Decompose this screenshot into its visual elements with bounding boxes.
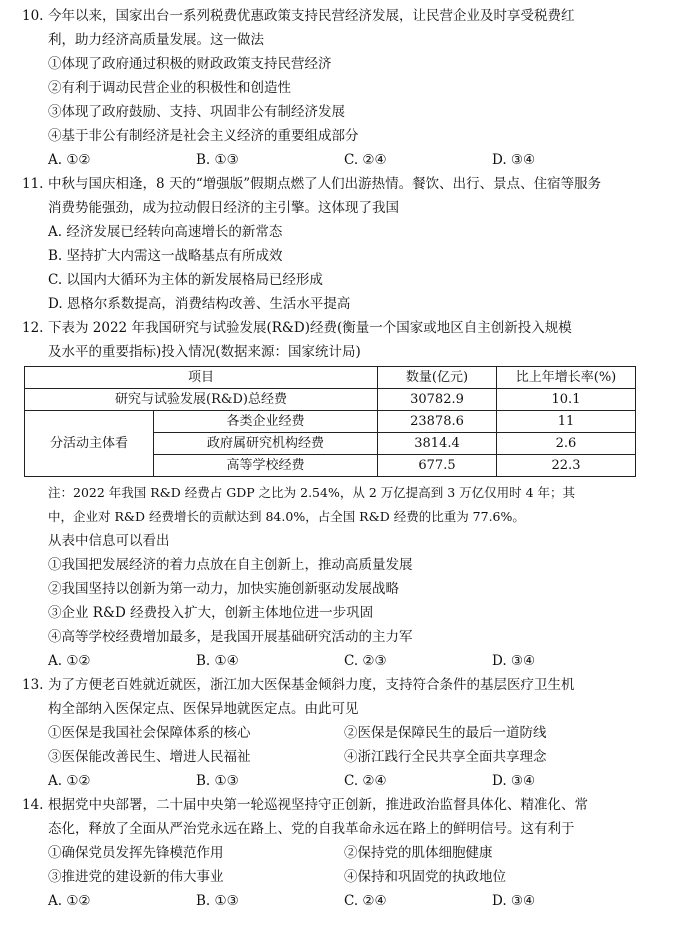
question-stem-line: 根据党中央部署，二十届中央第一轮巡视坚持守正创新，推进政治监督具体化、精准化、常 [48, 797, 588, 813]
question-lead: 从表中信息可以看出 [48, 533, 170, 549]
statement-item: ④浙江践行全民共享全面共享理念 [344, 749, 547, 765]
header-item: 项目 [25, 367, 378, 389]
row-amount: 3814.4 [378, 433, 497, 455]
row-label: 研究与试验发展(R&D)总经费 [25, 389, 378, 411]
question-stem-line: 消费势能强劲，成为拉动假日经济的主引擎。这体现了我国 [48, 200, 399, 216]
question-stem-line: 及水平的重要指标)投入情况(数据来源：国家统计局) [48, 344, 361, 360]
option-b[interactable]: B. 坚持扩大内需这一战略基点有所成效 [48, 248, 283, 264]
question-10 [22, 4, 679, 172]
question-number: 10. [22, 8, 44, 24]
answer-options [48, 769, 679, 793]
question-number: 14. [22, 797, 44, 813]
option-d[interactable]: D. ③④ [492, 893, 536, 909]
row-growth: 2.6 [497, 433, 636, 455]
question-12 [22, 316, 679, 364]
option-a[interactable]: A. ①② [48, 773, 91, 789]
row-label: 高等学校经费 [154, 455, 378, 477]
statement-item: ②保持党的肌体细胞健康 [344, 845, 493, 861]
question-number: 11. [22, 176, 44, 192]
row-growth: 22.3 [497, 455, 636, 477]
option-c[interactable]: C. ②④ [344, 773, 387, 789]
question-11 [22, 172, 679, 316]
row-amount: 23878.6 [378, 411, 497, 433]
question-number: 13. [22, 677, 44, 693]
statement-item: ③推进党的建设新的伟大事业 [48, 869, 224, 885]
table-note: 注：2022 年我国 R&D 经费占 GDP 之比为 2.54%，从 2 万亿提高到 3 万亿仅用时 4 年；其 [48, 485, 576, 500]
statement-item: ①确保党员发挥先锋模范作用 [48, 845, 224, 861]
question-stem-line: 为了方便老百姓就近就医，浙江加大医保基金倾斜力度，支持符合条件的基层医疗卫生机 [48, 677, 575, 693]
option-a[interactable]: A. ①② [48, 893, 91, 909]
row-growth: 11 [497, 411, 636, 433]
table-note: 中，企业对 R&D 经费增长的贡献达到 84.0%，占全国 R&D 经费的比重为 77.6%。 [48, 509, 525, 524]
statement-pair [48, 721, 679, 745]
statement-pair [48, 865, 679, 889]
statement-item: ①医保是我国社会保障体系的核心 [48, 725, 251, 741]
question-stem-line: 构全部纳入医保定点、医保异地就医定点。由此可见 [48, 701, 359, 717]
statement-item: ③医保能改善民生、增进人民福祉 [48, 749, 251, 765]
statement-item: ③企业 R&D 经费投入扩大，创新主体地位进一步巩固 [48, 605, 374, 621]
statement-item: ①我国把发展经济的着力点放在自主创新上，推动高质量发展 [48, 557, 413, 573]
option-a[interactable]: A. ①② [48, 653, 91, 669]
table-header-row [25, 367, 636, 389]
question-stem-line: 下表为 2022 年我国研究与试验发展(R&D)经费(衡量一个国家或地区自主创新投入规模 [48, 320, 572, 336]
option-d[interactable]: D. ③④ [492, 152, 536, 168]
statement-item: ②我国坚持以创新为第一动力，加快实施创新驱动发展战略 [48, 581, 399, 597]
row-label: 各类企业经费 [154, 411, 378, 433]
question-14 [22, 793, 679, 913]
header-amount: 数量(亿元) [378, 367, 497, 389]
option-c[interactable]: C. ②④ [344, 152, 387, 168]
option-d[interactable]: D. ③④ [492, 653, 536, 669]
option-c[interactable]: C. ②④ [344, 893, 387, 909]
option-b[interactable]: B. ①④ [196, 653, 239, 669]
statement-item: ④基于非公有制经济是社会主义经济的重要组成部分 [48, 128, 359, 144]
question-stem-line: 今年以来，国家出台一系列税费优惠政策支持民营经济发展，让民营企业及时享受税费红 [48, 8, 575, 24]
statement-pair [48, 841, 679, 865]
row-label: 政府属研究机构经费 [154, 433, 378, 455]
option-c[interactable]: C. 以国内大循环为主体的新发展格局已经形成 [48, 272, 323, 288]
question-stem-line: 中秋与国庆相逢，8 天的“增强版”假期点燃了人们出游热情。餐饮、出行、景点、住宿等服务 [48, 176, 602, 192]
question-number: 12. [22, 320, 44, 336]
option-b[interactable]: B. ①③ [196, 152, 239, 168]
option-b[interactable]: B. ①③ [196, 893, 239, 909]
option-a[interactable]: A. 经济发展已经转向高速增长的新常态 [48, 224, 283, 240]
answer-options [48, 889, 679, 913]
statement-item: ①体现了政府通过积极的财政政策支持民营经济 [48, 56, 332, 72]
question-12-continued [22, 481, 679, 673]
table-row [25, 411, 636, 433]
row-growth: 10.1 [497, 389, 636, 411]
option-d[interactable]: D. 恩格尔系数提高，消费结构改善、生活水平提高 [48, 296, 351, 312]
option-b[interactable]: B. ①③ [196, 773, 239, 789]
header-growth: 比上年增长率(%) [497, 367, 636, 389]
statement-item: ③体现了政府鼓励、支持、巩固非公有制经济发展 [48, 104, 345, 120]
group-label: 分活动主体看 [25, 411, 154, 477]
question-13 [22, 673, 679, 793]
question-stem-line: 态化，释放了全面从严治党永远在路上、党的自我革命永远在路上的鲜明信号。这有利于 [48, 821, 575, 837]
statement-item: ④保持和巩固党的执政地位 [344, 869, 506, 885]
row-amount: 677.5 [378, 455, 497, 477]
statement-item: ④高等学校经费增加最多，是我国开展基础研究活动的主力军 [48, 629, 413, 645]
answer-options [48, 148, 679, 172]
statement-pair [48, 745, 679, 769]
option-d[interactable]: D. ③④ [492, 773, 536, 789]
table-row [25, 389, 636, 411]
question-stem-line: 利，助力经济高质量发展。这一做法 [48, 32, 264, 48]
option-a[interactable]: A. ①② [48, 152, 91, 168]
row-amount: 30782.9 [378, 389, 497, 411]
option-c[interactable]: C. ②③ [344, 653, 387, 669]
statement-item: ②医保是保障民生的最后一道防线 [344, 725, 547, 741]
answer-options [48, 649, 679, 673]
statement-item: ②有利于调动民营企业的积极性和创造性 [48, 80, 291, 96]
rd-expenditure-table [24, 366, 636, 477]
